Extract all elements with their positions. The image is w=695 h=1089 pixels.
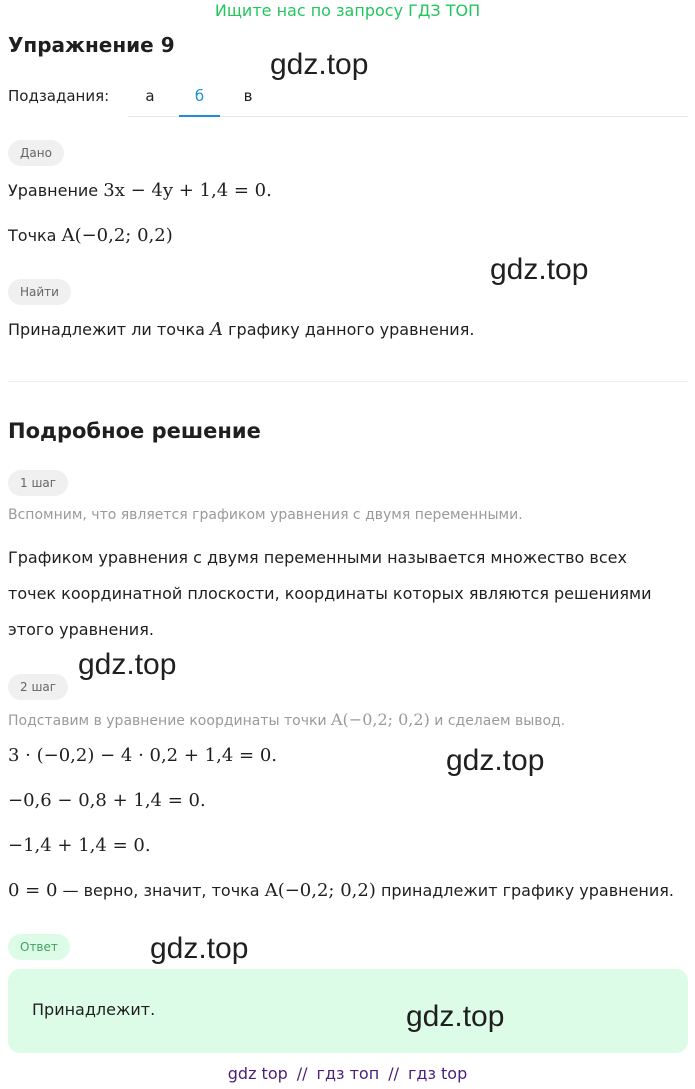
calc-line-3: −1,4 + 1,4 = 0. xyxy=(8,835,151,856)
step2-hint-after: и сделаем вывод. xyxy=(434,713,566,729)
answer-box xyxy=(8,969,688,1053)
step2-hint-before: Подставим в уравнение координаты точки xyxy=(8,713,327,729)
promo-banner: Ищите нас по запросу ГДЗ ТОП xyxy=(214,1,481,20)
watermark: gdz.top xyxy=(406,1000,505,1033)
step1-text: Графиком уравнения с двумя переменными называется множество всех точек координатной плоскости, координаты которых являются решениями этого уравнения. xyxy=(8,548,652,639)
given-chip: Дано xyxy=(8,140,64,166)
find-question xyxy=(8,319,474,340)
watermark: gdz.top xyxy=(270,48,369,81)
tab-v[interactable]: в xyxy=(243,87,253,105)
line4-point: A(−0,2; 0,2) xyxy=(264,880,376,901)
find-var: A xyxy=(210,319,224,340)
section-divider xyxy=(8,381,688,382)
calc-line-4 xyxy=(8,880,674,901)
calc-line-2: −0,6 − 0,8 + 1,4 = 0. xyxy=(8,790,206,811)
watermark: gdz.top xyxy=(150,932,249,965)
step2-hint-point: A(−0,2; 0,2) xyxy=(331,710,430,729)
solution-title: Подробное решение xyxy=(8,419,261,443)
subtasks-label: Подзадания: xyxy=(8,87,110,105)
line4-text2: принадлежит графику уравнения. xyxy=(375,881,674,900)
watermark: gdz.top xyxy=(78,648,177,681)
subtasks-tabs xyxy=(128,80,688,117)
footer-separator: // xyxy=(388,1064,399,1083)
step1-hint: Вспомним, что является графиком уравнения с двумя переменными. xyxy=(8,507,523,523)
line4-math: 0 = 0 xyxy=(8,880,58,901)
find-text-before: Принадлежит ли точка xyxy=(8,320,205,339)
tab-b-active[interactable]: б xyxy=(179,80,220,117)
footer-links xyxy=(0,1064,695,1083)
equation-label: Уравнение xyxy=(8,181,99,200)
line4-text1: — верно, значит, точка xyxy=(57,881,265,900)
tab-a[interactable]: а xyxy=(145,87,155,105)
equation-formula: 3x − 4y + 1,4 = 0. xyxy=(103,180,272,201)
find-text-after: графику данного уравнения. xyxy=(228,320,475,339)
watermark: gdz.top xyxy=(490,253,589,286)
point-label: Точка xyxy=(8,226,57,245)
calc-line-1: 3 · (−0,2) − 4 · 0,2 + 1,4 = 0. xyxy=(8,745,277,766)
footer-link-gdz-top-ru[interactable]: гдз топ xyxy=(316,1064,380,1083)
answer-text: Принадлежит. xyxy=(32,1000,156,1019)
footer-link-gdz-top[interactable]: gdz top xyxy=(227,1064,288,1083)
step2-hint xyxy=(8,710,565,729)
point-formula: A(−0,2; 0,2) xyxy=(61,225,173,246)
watermark: gdz.top xyxy=(446,744,545,777)
find-chip: Найти xyxy=(8,279,71,305)
given-point xyxy=(8,225,173,246)
step2-chip: 2 шаг xyxy=(8,674,68,700)
page-title: Упражнение 9 xyxy=(8,33,175,57)
answer-chip: Ответ xyxy=(8,934,70,960)
given-equation xyxy=(8,180,272,201)
footer-link-gdz-top-mixed[interactable]: гдз top xyxy=(407,1064,468,1083)
step1-chip: 1 шаг xyxy=(8,470,68,496)
footer-separator: // xyxy=(296,1064,308,1083)
